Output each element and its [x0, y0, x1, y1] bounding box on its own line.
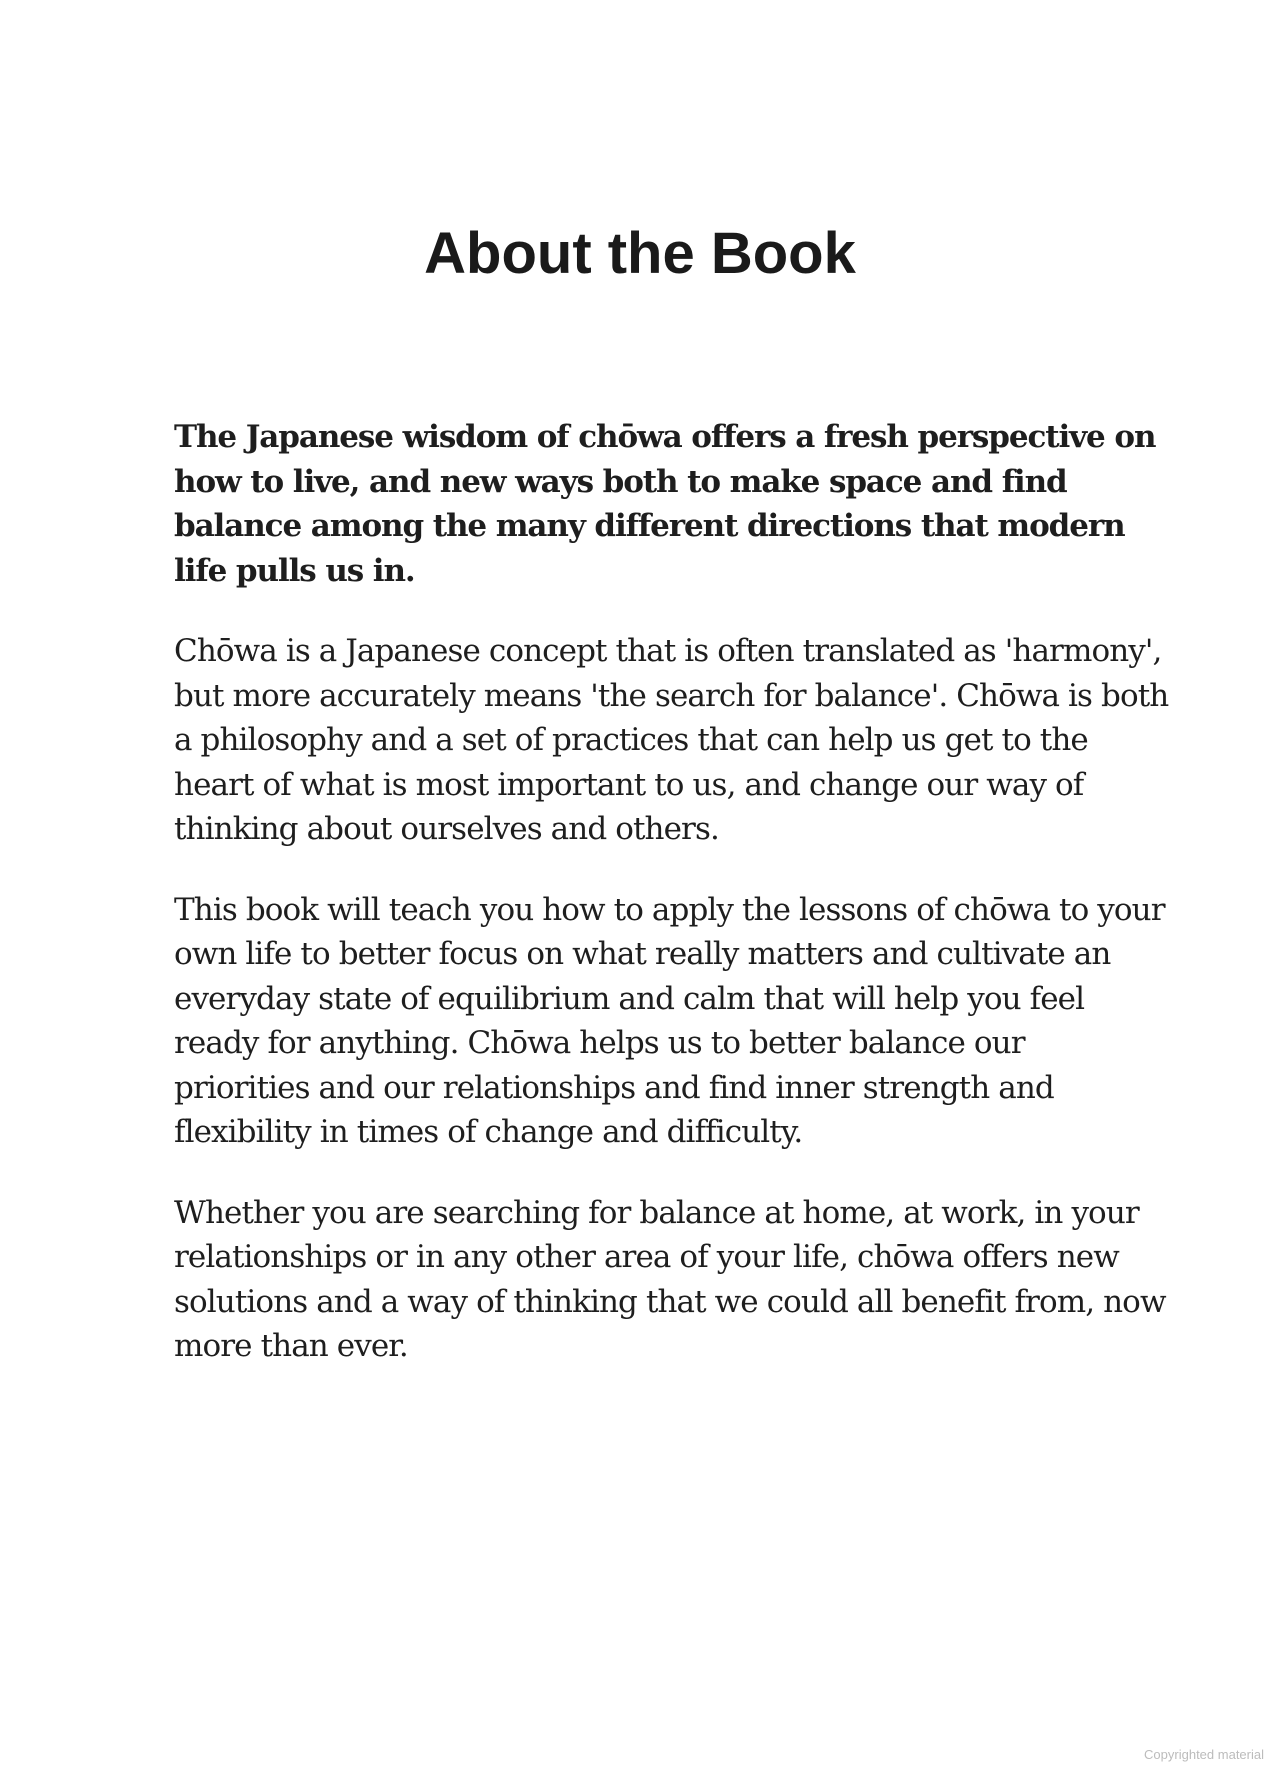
body-paragraph-concept: Chōwa is a Japanese concept that is often translated as 'harmony', but more accurately means 'the search for balance'. Chōwa is both a philosophy and a set of practices that can help us get to the heart of what is most important to us, and change our way of thinking about ourselves and others.: [174, 633, 1169, 847]
body-paragraph-lessons: This book will teach you how to apply the lessons of chōwa to your own life to better focus on what really matters and cultivate an everyday state of equilibrium and calm that will help you feel ready for anything. Chōwa helps us to better balance our priorities and our relationships and find inner strength and flexibility in times of change and difficulty.: [174, 891, 1165, 1150]
copyright-watermark: Copyrighted material: [1144, 1747, 1264, 1762]
body-paragraph-closing: Whether you are searching for balance at home, at work, in your relationships or in any other area of your life, chōwa offers new solutions and a way of thinking that we could all benefit from, now more than ever.: [174, 1194, 1166, 1364]
page-title: About the Book: [424, 221, 856, 286]
book-description: [174, 415, 1169, 1405]
lead-paragraph: The Japanese wisdom of chōwa offers a fresh perspective on how to live, and new ways both to make space and find balance among the many different directions that modern life pulls us in.: [174, 419, 1156, 589]
